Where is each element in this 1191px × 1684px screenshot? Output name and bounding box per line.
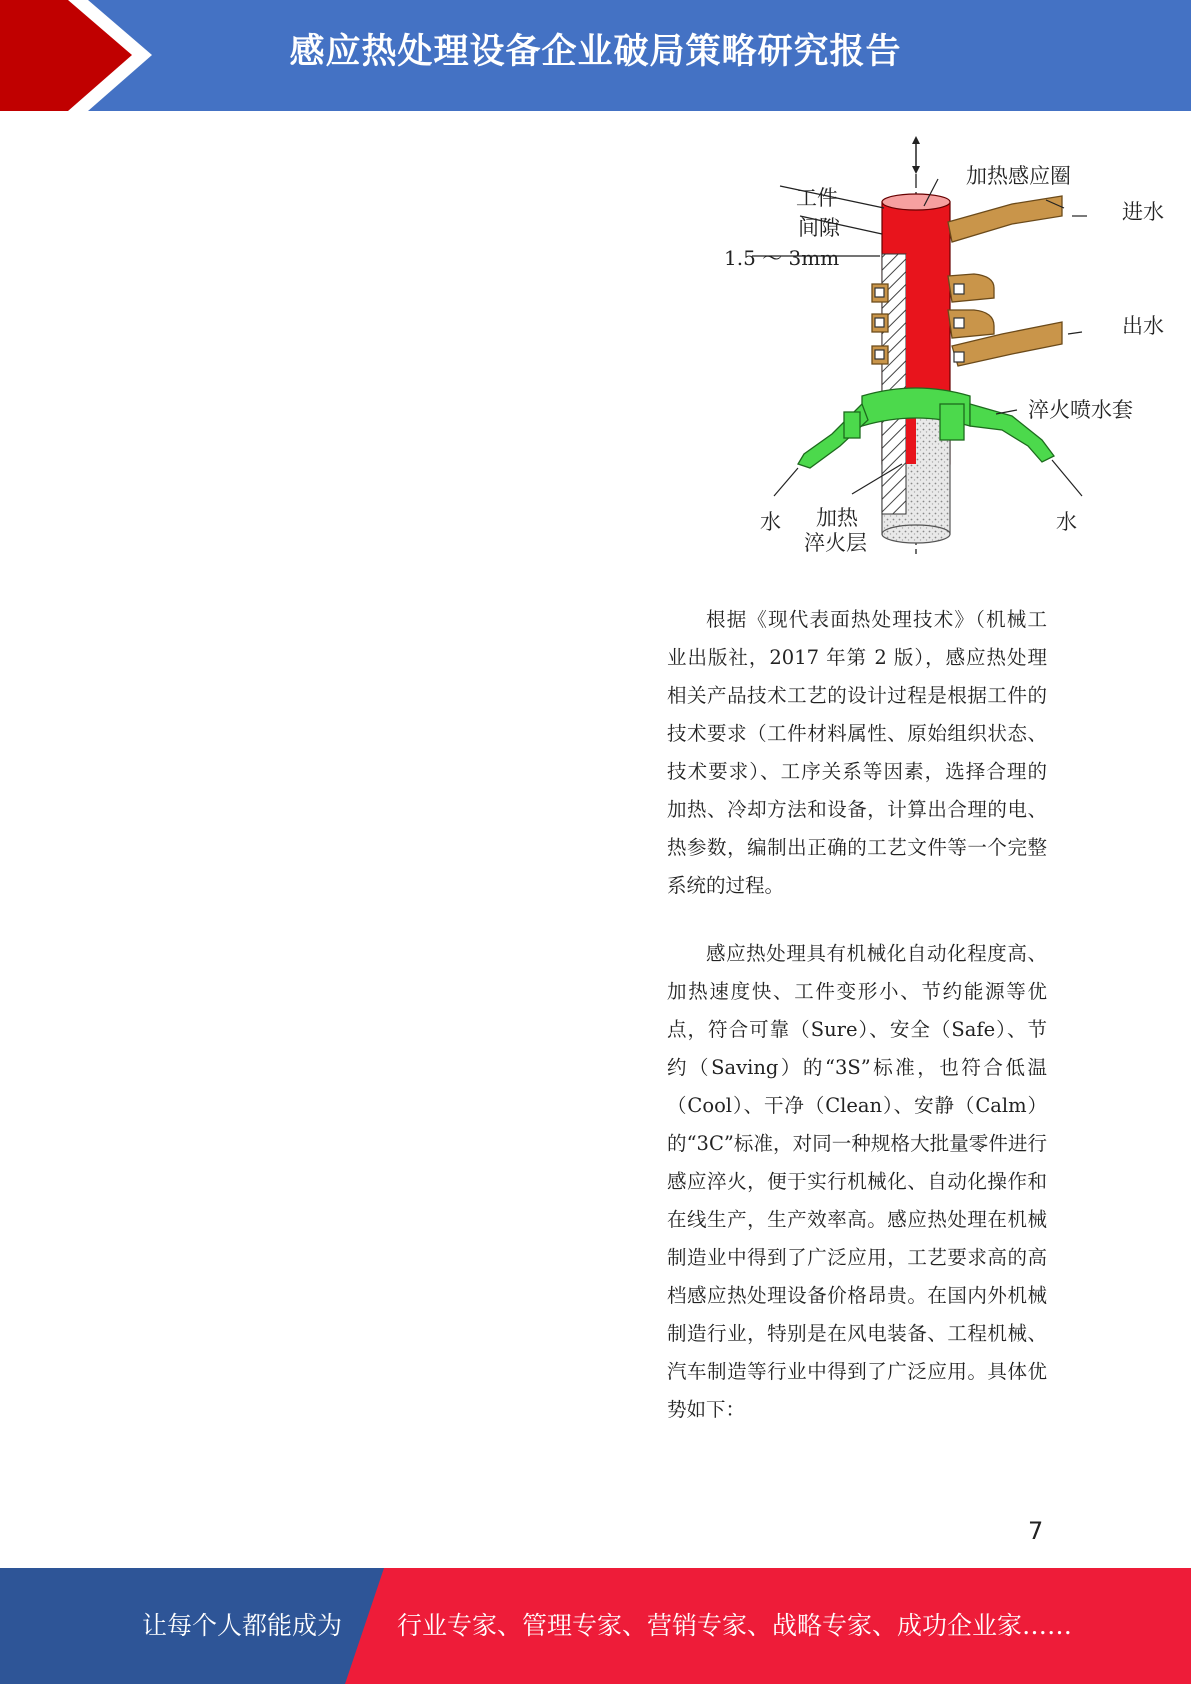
page-header: [0, 0, 1191, 111]
label-water-left: 水: [760, 510, 781, 534]
page-footer: [0, 1568, 1191, 1684]
label-gap: 间隙: [798, 216, 840, 240]
label-water-in: 进水: [1122, 200, 1164, 224]
diagram-drawing: [712, 134, 1190, 562]
label-hardened-layer: 淬火层: [804, 531, 867, 555]
paragraph-process-design: 根据《现代表面热处理技术》（机械工业出版社，2017 年第 2 版），感应热处理相关产品技术工艺的设计过程是根据工件的技术要求（工件材料属性、原始组织状态、技术要求）、工序关系等因素，选择合理的加热、冷却方法和设备，计算出合理的电、热参数，编制出正确的工艺文件等一个完整系统的过程。: [667, 608, 1047, 897]
report-title: 感应热处理设备企业破局策略研究报告: [289, 32, 902, 72]
footer-slogan-left: 让每个人都能成为: [142, 1611, 343, 1640]
footer-slogan-right: 行业专家、管理专家、营销专家、战略专家、成功企业家……: [397, 1611, 1073, 1640]
label-induction-coil: 加热感应圈: [966, 164, 1071, 188]
body-text: [667, 601, 1047, 1429]
page-number: 7: [1028, 1517, 1044, 1545]
label-heated-layer: 加热: [816, 506, 858, 530]
label-gap-size: 1.5 ～ 3mm: [724, 246, 840, 270]
paragraph-advantages: 感应热处理具有机械化自动化程度高、加热速度快、工件变形小、节约能源等优点，符合可靠（Sure）、安全（Safe）、节约（Saving）的“3S”标准，也符合低温（Cool）、干净（Clean）、安静（Calm）的“3C”标准，对同一种规格大批量零件进行感应淬火，便于实行机械化、自动化操作和在线生产，生产效率高。感应热处理在机械制造业中得到了广泛应用，工艺要求高的高档感应热处理设备价格昂贵。在国内外机械制造行业，特别是在风电装备、工程机械、汽车制造等行业中得到了广泛应用。具体优势如下：: [667, 942, 1047, 1421]
label-water-out: 出水: [1122, 314, 1164, 338]
label-water-right: 水: [1056, 510, 1077, 534]
label-quench-sleeve: 淬火喷水套: [1028, 398, 1133, 422]
induction-hardening-diagram: [712, 134, 1190, 562]
label-workpiece: 工件: [796, 186, 838, 210]
